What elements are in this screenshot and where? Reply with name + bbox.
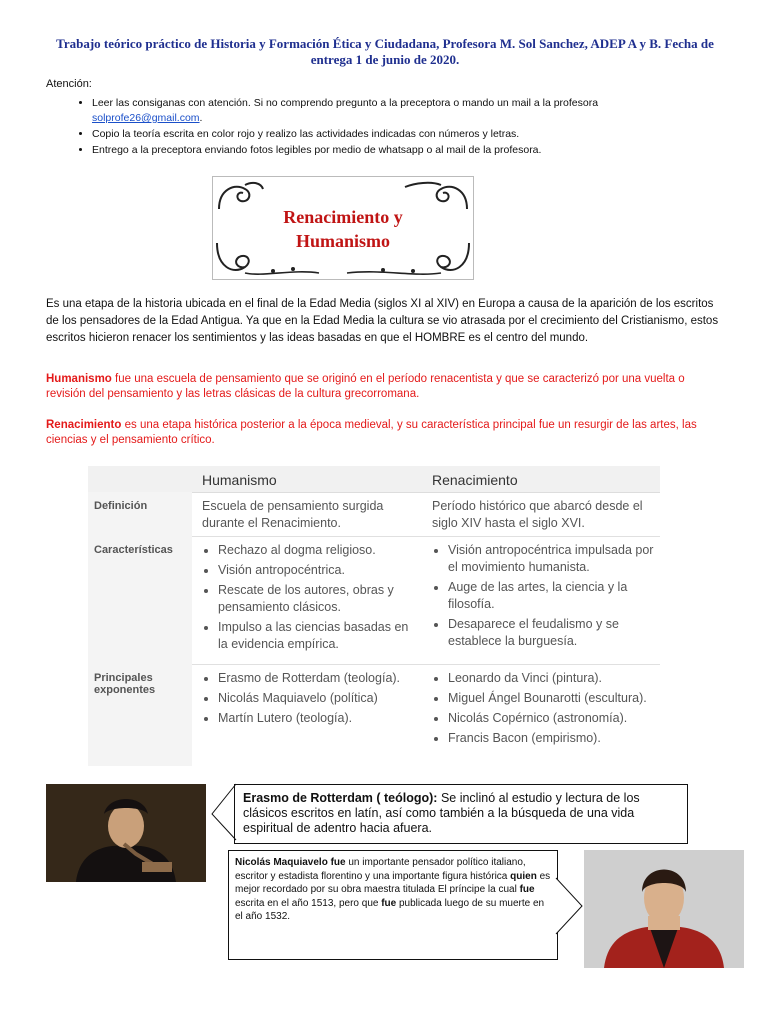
maquiavelo-callout [228, 850, 584, 960]
instruction-text: Copio la teoría escrita en color rojo y realizo las actividades indicadas con números y letras. [92, 128, 520, 140]
header-renacimiento: Renacimiento [432, 472, 518, 488]
list-item: • Visión antropocéntrica. [218, 562, 412, 579]
instruction-text: Entrego a la preceptora enviando fotos legibles por medio de whatsapp o al mail de la profesora. [92, 144, 542, 156]
list-item: • Nicolás Copérnico (astronomía). [448, 710, 658, 727]
maquiavelo-name: Nicolás Maquiavelo [235, 857, 328, 868]
maquiavelo-text-4: publicada luego de su muerte en el año 1532. [235, 897, 545, 922]
renacimiento-definition [46, 418, 726, 448]
list-item: • Rechazo al dogma religioso. [218, 542, 412, 559]
table-row [88, 492, 660, 537]
list-item: • Martín Lutero (teología). [218, 710, 412, 727]
list-item: • Auge de las artes, la ciencia y la filosofía. [448, 579, 658, 613]
bold-fue: fue [381, 897, 397, 909]
erasmo-name: Erasmo de Rotterdam ( teólogo): [243, 791, 438, 805]
row-label-exponentes: Principales exponentes [88, 664, 192, 766]
list-item: • Leonardo da Vinci (pintura). [448, 670, 658, 687]
renacimiento-term: Renacimiento [46, 419, 122, 431]
cell-humanismo-caracteristicas [202, 542, 412, 656]
maquiavelo-portrait-image [584, 850, 744, 968]
list-item: • Erasmo de Rotterdam (teología). [218, 670, 412, 687]
list-item: • Visión antropocéntrica impulsada por el movimiento humanista. [448, 542, 658, 576]
table-row [88, 536, 660, 665]
cell-renacimiento-exponentes [432, 670, 658, 750]
bold-quien: quien [510, 870, 537, 882]
list-item: • Nicolás Maquiavelo (política) [218, 690, 412, 707]
humanismo-definition [46, 372, 726, 402]
maquiavelo-text-1: un importante pensador político italiano, escritor y estadista florentino y una importante figura histórica [235, 857, 526, 882]
banner-line-2: Humanismo [295, 231, 391, 251]
intro-paragraph: Es una etapa de la historia ubicada en el final de la Edad Media (siglos XI al XIV) en Europa a causa de la aparición de los escritos de los pensadores de la Edad Antigua. Ya que en la Edad Media la cultura se vio atrasada por el crecimiento del Cristianismo, estos escritos hicieron renacer los sentimientos y las ideas basadas en que el HOMBRE es el centro del mundo. [46, 298, 719, 344]
erasmo-text: Se inclinó al estudio y lectura de los clásicos escritos en latín, así como también a la búsqueda de una vida espiritual de adentro hacia afuera. [243, 791, 640, 835]
instruction-text: Leer las consiganas con atención. Si no comprendo pregunto a la preceptora o mando un mail a la profesora [92, 97, 599, 109]
title-banner [212, 176, 474, 280]
erasmo-callout [210, 780, 688, 844]
instruction-suffix: . [199, 112, 203, 124]
list-item: • Desaparece el feudalismo y se establece la burguesía. [448, 616, 658, 650]
humanismo-term: Humanismo [46, 373, 112, 385]
cell-humanismo-exponentes [202, 670, 412, 730]
humanismo-text: fue una escuela de pensamiento que se originó en el período renacentista y que se caracterizó por una vuelta o revisión del pensamiento y las letras clásicas de la cultura grecorromana. [46, 373, 685, 400]
list-item: • Rescate de los autores, obras y pensamiento clásicos. [218, 582, 412, 616]
bold-fue: fue [330, 857, 346, 868]
erasmo-portrait-image [46, 784, 206, 882]
list-item: • Francis Bacon (empirismo). [448, 730, 658, 747]
document-title: Trabajo teórico práctico de Historia y Formación Ética y Ciudadana, Profesora M. Sol Sanchez, ADEP A y B. Fecha de entrega 1 de junio de 2020. [56, 36, 714, 67]
table-row [88, 664, 660, 766]
erasmo-description [234, 784, 688, 844]
instructions-list [46, 96, 768, 159]
header-humanismo: Humanismo [202, 472, 277, 488]
maquiavelo-description [228, 850, 558, 960]
cell-humanismo-definicion: Escuela de pensamiento surgida durante el Renacimiento. [202, 499, 384, 530]
email-link[interactable]: solprofe26@gmail.com [92, 112, 200, 124]
list-item: • Impulso a las ciencias basadas en la evidencia empírica. [218, 619, 412, 653]
renacimiento-text: es una etapa histórica posterior a la época medieval, y su característica principal fue un resurgir de las artes, las ciencias y el pensamiento crítico. [46, 419, 697, 446]
banner-title [213, 205, 473, 253]
table-header [88, 466, 660, 493]
row-label-definicion: Definición [88, 492, 192, 536]
comparison-table [88, 466, 660, 766]
instruction-item [92, 127, 768, 142]
instruction-item [92, 143, 768, 158]
callout-pointer-right-icon [554, 850, 584, 960]
cell-renacimiento-caracteristicas [432, 542, 658, 653]
cell-renacimiento-definicion: Período histórico que abarcó desde el siglo XIV hasta el siglo XVI. [432, 499, 643, 530]
maquiavelo-text-3: escrita en el año 1513, pero que [235, 897, 382, 909]
row-label-caracteristicas: Características [88, 536, 192, 664]
banner-line-1: Renacimiento y [283, 207, 403, 227]
attention-label: Atención: [46, 78, 92, 90]
instruction-item [92, 96, 768, 126]
maquiavelo-text-2: es mejor recordado por su obra maestra titulada El príncipe la cual [235, 870, 551, 895]
bold-fue: fue [519, 884, 535, 895]
list-item: • Miguel Ángel Bounarotti (escultura). [448, 690, 658, 707]
